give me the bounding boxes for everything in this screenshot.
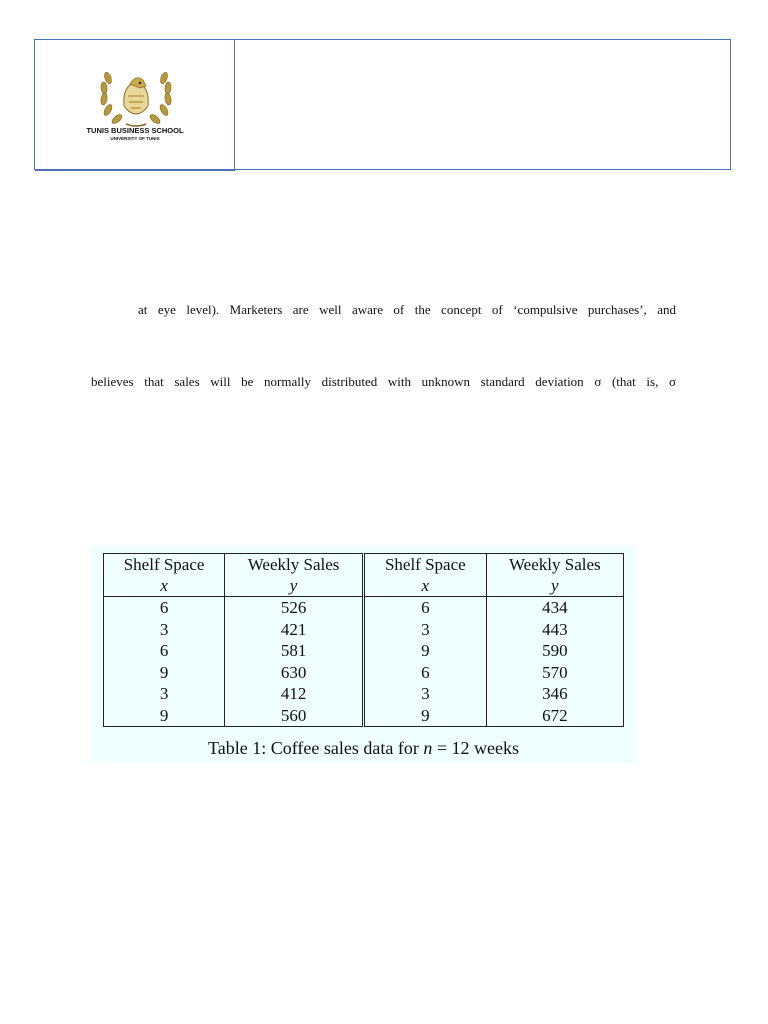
- table-cell: 346: [486, 683, 623, 705]
- table-row: [104, 662, 624, 684]
- column-header: Weekly Sales: [486, 554, 623, 577]
- column-header: Shelf Space: [104, 554, 225, 577]
- caption-prefix: Table 1: Coffee sales data for: [208, 738, 424, 758]
- document-header: [34, 39, 731, 170]
- table-cell: 6: [363, 662, 486, 684]
- column-variable: y: [486, 576, 623, 597]
- table-cell: 9: [363, 705, 486, 727]
- column-header: Shelf Space: [363, 554, 486, 577]
- table-row: [104, 597, 624, 619]
- table-cell: 570: [486, 662, 623, 684]
- table-cell: 3: [104, 683, 225, 705]
- table-row: [104, 640, 624, 662]
- coffee-sales-table: [103, 553, 624, 727]
- table-cell: 6: [104, 640, 225, 662]
- table-row: [104, 683, 624, 705]
- table-cell: 443: [486, 619, 623, 641]
- table-cell: 6: [363, 597, 486, 619]
- body-paragraph-2: believes that sales will be normally distributed with unknown standard deviation σ (that is, σ: [91, 374, 676, 389]
- table-cell: 9: [104, 662, 225, 684]
- coffee-sales-table-figure: [91, 546, 636, 763]
- table-cell: 526: [225, 597, 364, 619]
- table-row: [104, 705, 624, 727]
- table-row: [104, 619, 624, 641]
- caption-variable: n: [423, 738, 433, 758]
- table-cell: 630: [225, 662, 364, 684]
- table-cell: 434: [486, 597, 623, 619]
- table-cell: 560: [225, 705, 364, 727]
- logo-cell: [35, 40, 235, 171]
- table-cell: 412: [225, 683, 364, 705]
- table-cell: 9: [363, 640, 486, 662]
- caption-suffix: = 12 weeks: [432, 738, 519, 758]
- column-variable: y: [225, 576, 364, 597]
- table-subheader-row: [104, 576, 624, 597]
- table-cell: 581: [225, 640, 364, 662]
- body-paragraph-1: at eye level). Marketers are well aware of the concept of ‘compulsive purchases’, and: [138, 302, 676, 317]
- table-cell: 3: [363, 619, 486, 641]
- table-cell: 3: [104, 619, 225, 641]
- column-header: Weekly Sales: [225, 554, 364, 577]
- table-cell: 9: [104, 705, 225, 727]
- table-cell: 672: [486, 705, 623, 727]
- logo-school-name: TUNIS BUSINESS SCHOOL: [86, 126, 184, 135]
- table-cell: 421: [225, 619, 364, 641]
- table-cell: 6: [104, 597, 225, 619]
- logo-university-name: UNIVERSITY OF TUNIS: [110, 136, 160, 141]
- column-variable: x: [363, 576, 486, 597]
- table-header-row: [104, 554, 624, 577]
- table-caption: [91, 738, 636, 759]
- table-cell: 590: [486, 640, 623, 662]
- table-cell: 3: [363, 683, 486, 705]
- column-variable: x: [104, 576, 225, 597]
